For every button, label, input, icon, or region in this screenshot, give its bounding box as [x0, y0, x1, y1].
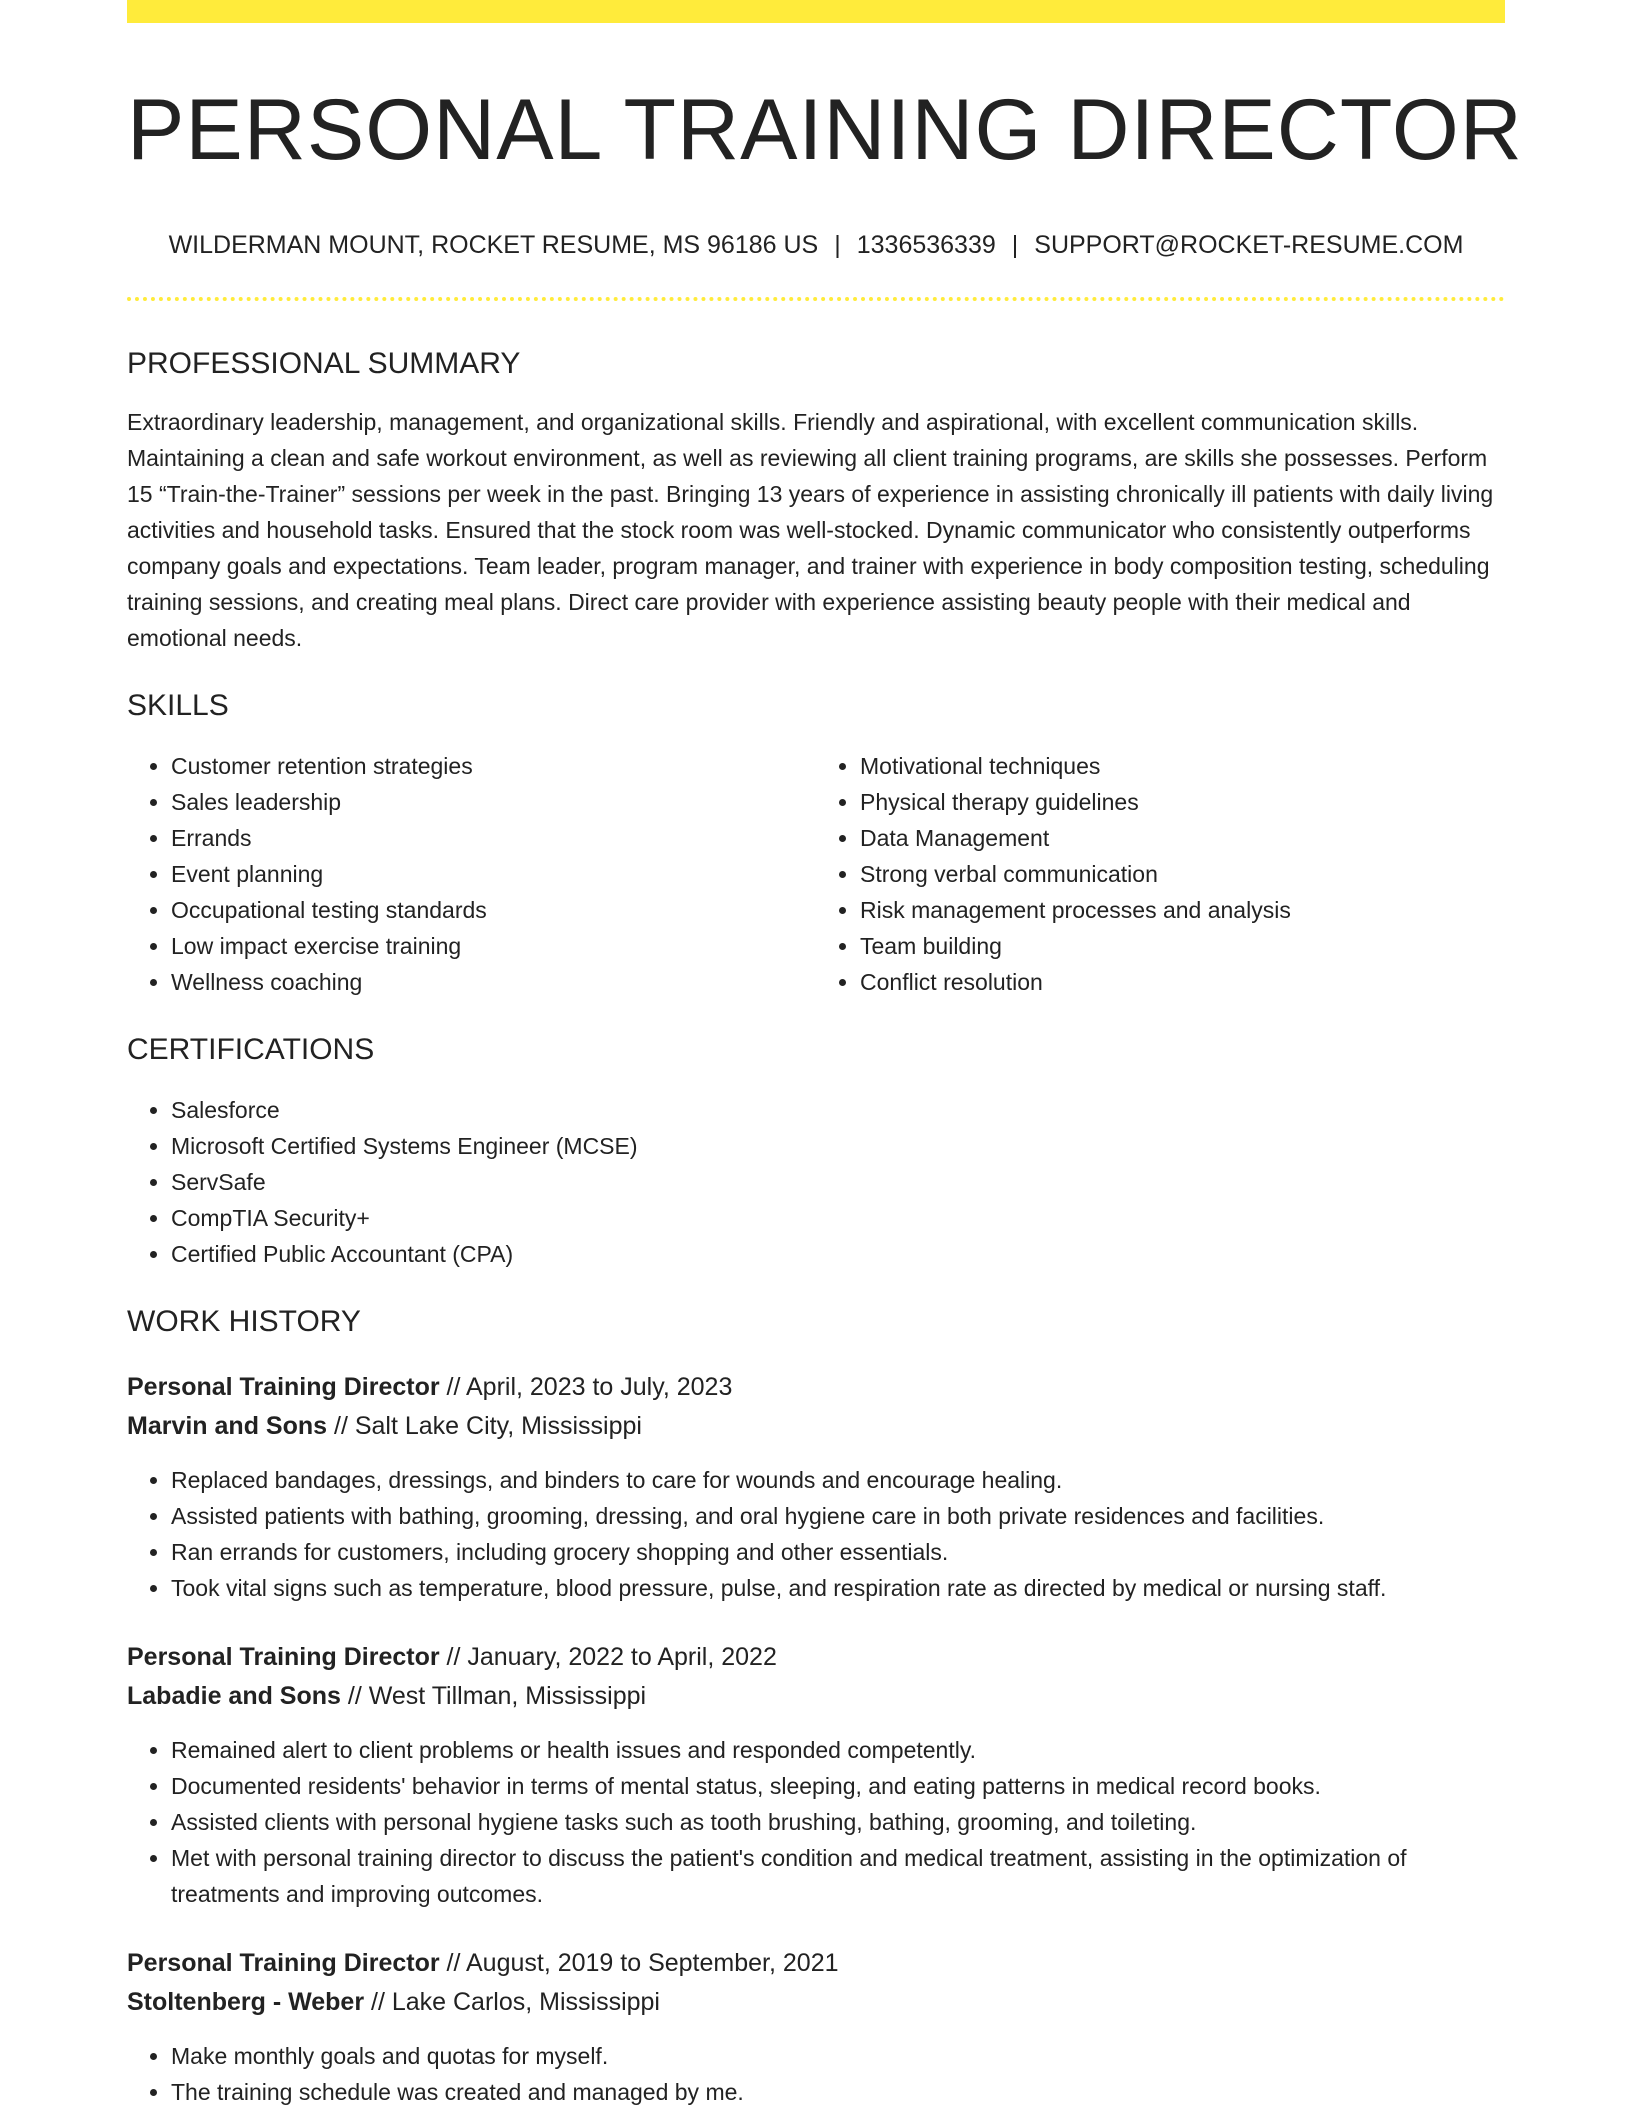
skills-column-right — [816, 748, 1505, 1000]
job-bullets — [127, 1462, 1505, 1606]
skill-item: • Low impact exercise training — [171, 928, 816, 964]
job-bullet: • The training schedule was created and managed by me. — [171, 2074, 1505, 2110]
job-location: // Salt Lake City, Mississippi — [327, 1411, 642, 1440]
summary-text: Extraordinary leadership, management, and organizational skills. Friendly and aspirational, with excellent communication skills. Maintaining a clean and safe workout environment, as well as reviewing all client training programs, are skills she possesses. Perform 15 “Train-the-Trainer” sessions per week in the past. Bringing 13 years of experience in assisting chronically ill patients with daily living activities and household tasks. Ensured that the stock room was well-stocked. Dynamic communicator who consistently outperforms company goals and expectations. Team leader, program manager, and trainer with experience in body composition testing, scheduling training sessions, and creating meal plans. Direct care provider with experience assisting beauty people with their medical and emotional needs. — [127, 408, 1494, 651]
job-entry — [127, 1944, 1505, 2110]
contact-address: WILDERMAN MOUNT, ROCKET RESUME, MS 96186 US — [168, 230, 819, 259]
skill-item: • Event planning — [171, 856, 816, 892]
job-bullets — [127, 1732, 1505, 1912]
skill-item: • Data Management — [860, 820, 1505, 856]
contact-email[interactable]: SUPPORT@ROCKET-RESUME.COM — [1034, 230, 1464, 259]
job-company: Marvin and Sons — [127, 1411, 328, 1440]
job-title: Personal Training Director — [127, 1948, 440, 1977]
job-company-line — [127, 1407, 1505, 1446]
skill-item: • Motivational techniques — [860, 748, 1505, 784]
job-bullet: • Make monthly goals and quotas for myself. — [171, 2038, 1505, 2074]
job-bullet: • Documented residents' behavior in terms of mental status, sleeping, and eating patterns in medical record books. — [171, 1768, 1505, 1804]
job-bullet: • Replaced bandages, dressings, and binders to care for wounds and encourage healing. — [171, 1462, 1505, 1498]
contact-line — [127, 230, 1505, 260]
job-bullet: • Assisted patients with bathing, grooming, dressing, and oral hygiene care in both private residences and facilities. — [171, 1498, 1505, 1534]
job-dates: // August, 2019 to September, 2021 — [439, 1948, 839, 1977]
contact-phone: 1336536339 — [856, 230, 996, 259]
skill-item: • Sales leadership — [171, 784, 816, 820]
contact-separator: | — [1011, 230, 1019, 259]
job-dates: // April, 2023 to July, 2023 — [439, 1372, 733, 1401]
job-bullet: • Took vital signs such as temperature, blood pressure, pulse, and respiration rate as directed by medical or nursing staff. — [171, 1570, 1505, 1606]
certification-item: • Certified Public Accountant (CPA) — [171, 1236, 1505, 1272]
job-bullet: • Remained alert to client problems or health issues and responded competently. — [171, 1732, 1505, 1768]
skill-item: • Strong verbal communication — [860, 856, 1505, 892]
job-company-line — [127, 1983, 1505, 2022]
section-title-summary: PROFESSIONAL SUMMARY — [127, 346, 521, 380]
job-title: Personal Training Director — [127, 1372, 440, 1401]
certification-item: • CompTIA Security+ — [171, 1200, 1505, 1236]
certifications-list — [127, 1092, 1505, 1272]
dotted-divider — [127, 297, 1505, 301]
job-bullet: • Ran errands for customers, including grocery shopping and other essentials. — [171, 1534, 1505, 1570]
job-spacer — [127, 1606, 1505, 1638]
skills-list-right — [816, 748, 1505, 1000]
job-company: Stoltenberg - Weber — [127, 1987, 365, 2016]
skill-item: • Conflict resolution — [860, 964, 1505, 1000]
job-title-line — [127, 1944, 1505, 1983]
skills-list-left — [127, 748, 816, 1000]
skill-item: • Team building — [860, 928, 1505, 964]
accent-top-bar — [127, 0, 1505, 23]
job-spacer — [127, 1912, 1505, 1944]
job-entry — [127, 1368, 1505, 1606]
skill-item: • Risk management processes and analysis — [860, 892, 1505, 928]
job-title-line — [127, 1638, 1505, 1677]
job-title-line — [127, 1368, 1505, 1407]
certification-item: • Microsoft Certified Systems Engineer (MCSE) — [171, 1128, 1505, 1164]
job-location: // Lake Carlos, Mississippi — [364, 1987, 660, 2016]
job-bullet: • Met with personal training director to discuss the patient's condition and medical treatment, assisting in the optimization of treatments and improving outcomes. — [171, 1840, 1505, 1912]
contact-separator: | — [834, 230, 841, 259]
job-bullets — [127, 2038, 1505, 2110]
section-title-skills: SKILLS — [127, 688, 229, 722]
job-dates: // January, 2022 to April, 2022 — [439, 1642, 777, 1671]
skill-item: • Occupational testing standards — [171, 892, 816, 928]
job-title: Personal Training Director — [127, 1642, 440, 1671]
job-location: // West Tillman, Mississippi — [340, 1681, 647, 1710]
section-title-certifications: CERTIFICATIONS — [127, 1032, 375, 1066]
resume-name: PERSONAL TRAINING DIRECTOR — [127, 82, 1523, 178]
certification-item: • Salesforce — [171, 1092, 1505, 1128]
resume-page — [127, 0, 1523, 2110]
skills-grid — [127, 748, 1505, 1000]
skills-column-left — [127, 748, 816, 1000]
skill-item: • Wellness coaching — [171, 964, 816, 1000]
skill-item: • Physical therapy guidelines — [860, 784, 1505, 820]
job-company-line — [127, 1677, 1505, 1716]
certification-item: • ServSafe — [171, 1164, 1505, 1200]
job-bullet: • Assisted clients with personal hygiene tasks such as tooth brushing, bathing, grooming, and toileting. — [171, 1804, 1505, 1840]
section-title-work-history: WORK HISTORY — [127, 1304, 361, 1338]
job-company: Labadie and Sons — [127, 1681, 341, 1710]
skill-item: • Customer retention strategies — [171, 748, 816, 784]
skill-item: • Errands — [171, 820, 816, 856]
job-entry — [127, 1638, 1505, 1912]
